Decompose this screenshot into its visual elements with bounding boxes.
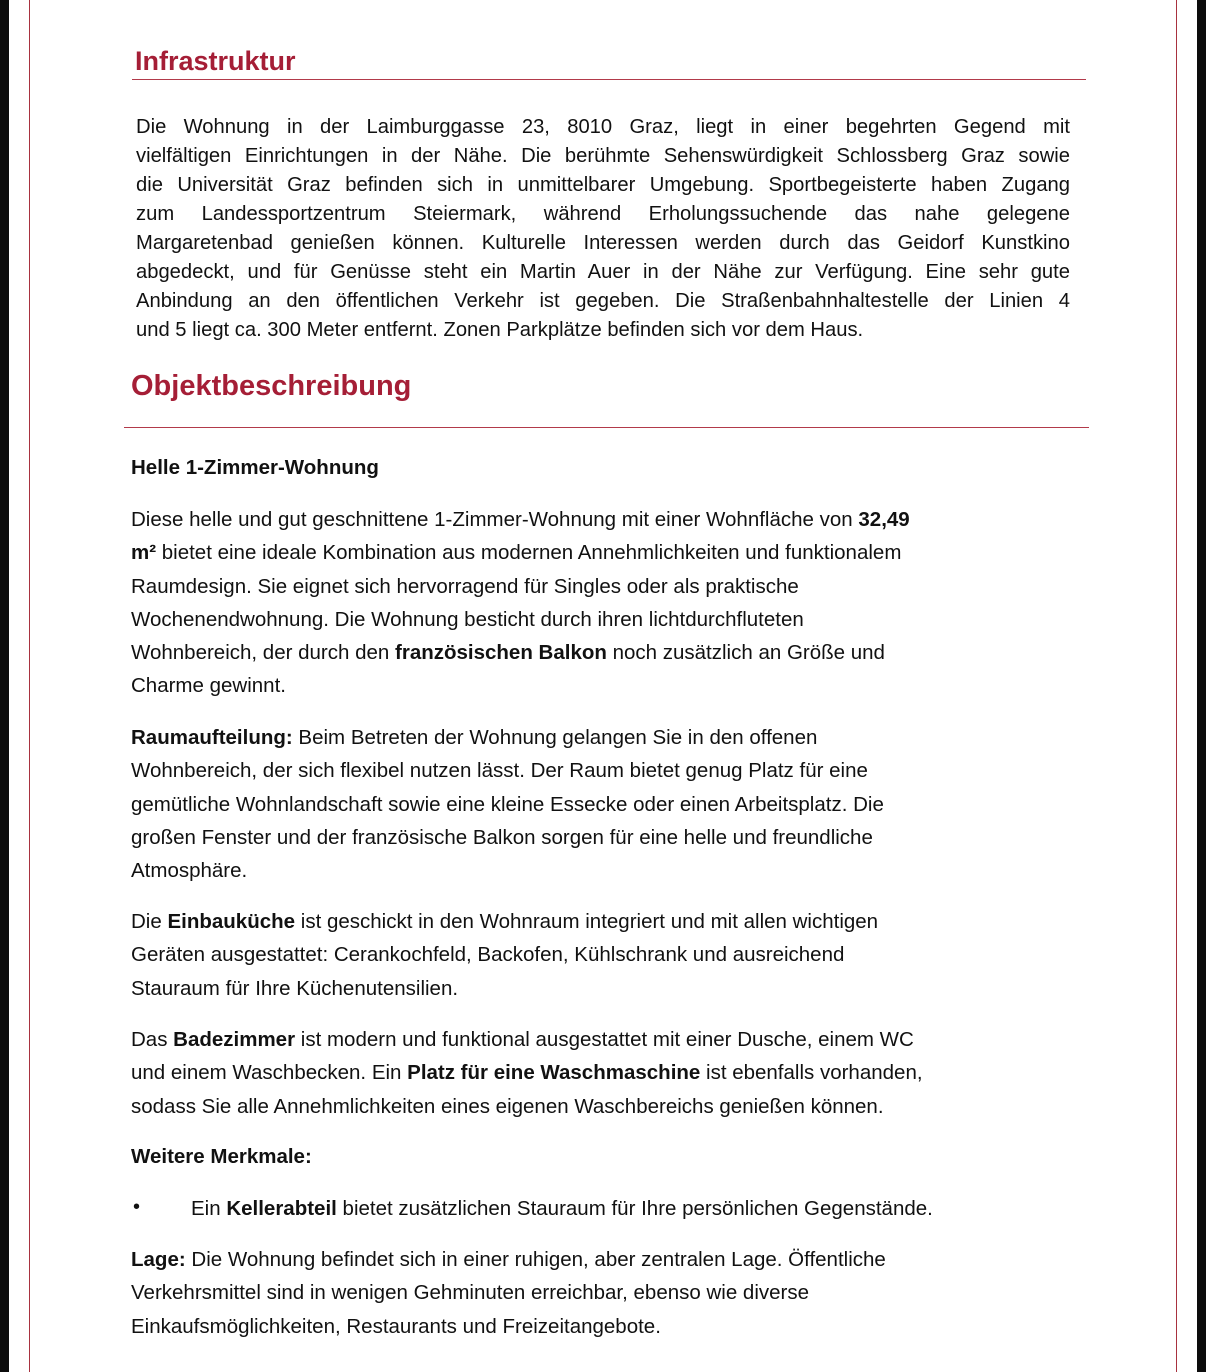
text-line: Die Wohnung in der Laimburggasse 23, 8010 Graz, liegt in einer begehrten Gegend mit	[136, 116, 1070, 138]
heading-underline	[132, 79, 1086, 80]
heading-infrastruktur: Infrastruktur	[135, 46, 296, 76]
paragraph-kueche: Die Einbauküche ist geschickt in den Wohnraum integriert und mit allen wichtigen Geräten ausgestattet: Cerankochfeld, Backofen, Kühlschrank und ausreichend Stauraum für Ihre Küchenutensilien.	[131, 910, 879, 1000]
text-line: Anbindung an den öffentlichen Verkehr ist gegeben. Die Straßenbahnhaltestelle der Linien 4	[136, 290, 1070, 312]
infrastruktur-paragraph	[136, 113, 1070, 345]
paragraph-bad: Das Badezimmer ist modern und funktional ausgestattet mit einer Dusche, einem WC und einem Waschbecken. Ein Platz für eine Waschmaschine ist ebenfalls vorhanden, sodass Sie alle Annehmlichkeiten eines eigenen Waschbereichs genießen können.	[131, 1028, 923, 1118]
paragraph-lage: Lage: Die Wohnung befindet sich in einer ruhigen, aber zentralen Lage. Öffentliche Verkehrsmittel sind in wenigen Gehminuten erreichbar, ebenso wie diverse Einkaufsmöglichkeiten, Restaurants und Freizeitangebote.	[131, 1248, 886, 1338]
text-line: Margaretenbad genießen können. Kulturelle Interessen werden durch das Geidorf Kunstkino	[136, 232, 1070, 254]
subheading: Helle 1-Zimmer-Wohnung	[131, 456, 379, 479]
heading-objektbeschreibung: Objektbeschreibung	[131, 370, 412, 402]
text-line: die Universität Graz befinden sich in unmittelbarer Umgebung. Sportbegeisterte haben Zugang	[136, 174, 1070, 196]
text-line: zum Landessportzentrum Steiermark, während Erholungssuchende das nahe gelegene	[136, 203, 1070, 225]
merkmale-label: Weitere Merkmale:	[131, 1145, 312, 1168]
document-page	[9, 0, 1197, 1372]
text-line: abgedeckt, und für Genüsse steht ein Martin Auer in der Nähe zur Verfügung. Eine sehr gute	[136, 261, 1070, 283]
text-line: vielfältigen Einrichtungen in der Nähe. Die berühmte Sehenswürdigkeit Schlossberg Graz sowie	[136, 145, 1070, 167]
paragraph-intro: Diese helle und gut geschnittene 1-Zimmer-Wohnung mit einer Wohnfläche von 32,49 m² bietet eine ideale Kombination aus modernen Annehmlichkeiten und funktionalem Raumdesign. Sie eignet sich hervorragend für Singles oder als praktische Wochenendwohnung. Die Wohnung besticht durch ihren lichtdurchfluteten Wohnbereich, der durch den französischen Balkon noch zusätzlich an Größe und Charme gewinnt.	[131, 508, 910, 698]
paragraph-raumaufteilung: Raumaufteilung: Beim Betreten der Wohnung gelangen Sie in den offenen Wohnbereich, der sich flexibel nutzen lässt. Der Raum bietet genug Platz für eine gemütliche Wohnlandschaft sowie eine kleine Essecke oder einen Arbeitsplatz. Die großen Fenster und der französische Balkon sorgen für eine helle und freundliche Atmosphäre.	[131, 726, 884, 883]
bullet-icon: •	[133, 1196, 141, 1218]
list-item: Ein Kellerabteil bietet zusätzlichen Stauraum für Ihre persönlichen Gegenstände.	[191, 1197, 933, 1220]
text-line: und 5 liegt ca. 300 Meter entfernt. Zonen Parkplätze befinden sich vor dem Haus.	[136, 319, 864, 341]
heading-underline	[124, 427, 1089, 428]
